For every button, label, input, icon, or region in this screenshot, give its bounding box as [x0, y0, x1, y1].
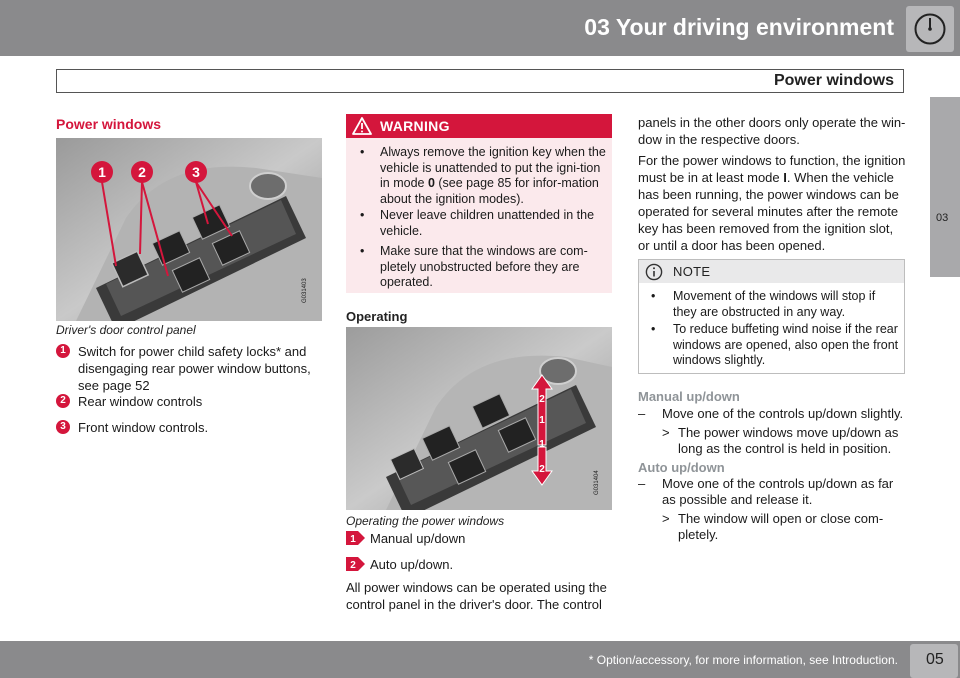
manual-step — [638, 406, 908, 422]
operating-caption: Operating the power windows — [346, 514, 505, 528]
footnote: * Option/accessory, for more information, see Introduction. — [588, 653, 898, 667]
bullet: • — [360, 145, 365, 159]
callout-marker-3 — [185, 161, 207, 183]
auto-result-text: The window will open or close com-pletely. — [678, 511, 884, 542]
callout-number-badge: 3 — [56, 420, 70, 434]
result-marker: > — [662, 425, 670, 440]
warning-item-1 — [360, 145, 606, 207]
svg-text:3: 3 — [192, 164, 200, 180]
manual-result-text: The power windows move up/down as long as the control is held in position. — [678, 425, 899, 456]
warning-header — [346, 114, 612, 138]
auto-step-text: Move one of the controls up/down as far as possible and release it. — [662, 476, 894, 507]
ignition-mode-0: 0 — [427, 176, 435, 190]
manual-step-text: Move one of the controls up/down slightly. — [662, 406, 904, 421]
bullet: • — [651, 289, 656, 303]
svg-text:2: 2 — [539, 464, 545, 475]
section-title: Power windows — [773, 72, 894, 89]
page-number: 05 — [926, 651, 944, 668]
svg-text:2: 2 — [350, 560, 356, 571]
arrow-marker-2-top — [539, 394, 545, 405]
callout-item-1 — [56, 343, 322, 394]
warning-item-2 — [360, 208, 606, 239]
header-icon-box — [906, 6, 954, 52]
callout-text: Front window controls. — [78, 420, 209, 435]
auto-heading: Auto up/down — [638, 460, 725, 475]
svg-text:1: 1 — [98, 164, 106, 180]
callout-item-2 — [56, 393, 322, 410]
callout-text: Rear window controls — [78, 394, 203, 409]
callout-marker-2 — [131, 161, 153, 183]
callout-marker-1 — [91, 161, 113, 183]
warning-text: Always remove the ignition key when the vehicle is unattended to put the igni-tion in mode — [380, 145, 606, 190]
power-windows-heading: Power windows — [56, 116, 162, 132]
note-item-1 — [651, 289, 899, 320]
warning-item-3 — [360, 244, 606, 291]
door-control-panel-photo — [56, 138, 322, 321]
warning-text: Make sure that the windows are com-pletely unobstructed before they are operated. — [380, 244, 588, 289]
arrow-number-icon — [346, 557, 366, 571]
bullet: • — [360, 244, 365, 258]
auto-step — [638, 476, 908, 508]
operating-item-text: Manual up/down — [370, 531, 466, 546]
operating-item-text: Auto up/down. — [370, 557, 454, 572]
chapter-side-tab-label: 03 — [936, 212, 949, 224]
ignition-mode-I: I — [783, 170, 787, 185]
chapter-side-tab — [930, 97, 960, 277]
note-text: Movement of the windows will stop if they are obstructed in any way. — [673, 289, 876, 319]
callout-number-badge: 1 — [56, 344, 70, 358]
photo-code-2: G031404 — [594, 470, 600, 495]
arrow-number-icon — [346, 531, 366, 545]
note-label: NOTE — [673, 264, 711, 279]
svg-text:1: 1 — [539, 415, 545, 426]
dash-marker: – — [638, 476, 646, 491]
operating-paragraph-continued: panels in the other doors only operate the win-dow in the respective doors. — [638, 115, 906, 147]
bullet: • — [360, 208, 365, 222]
note-header — [639, 260, 904, 283]
svg-text:2: 2 — [138, 164, 146, 180]
warning-triangle-icon — [352, 117, 372, 135]
svg-text:2: 2 — [539, 394, 545, 405]
svg-text:1: 1 — [350, 534, 356, 545]
speedometer-icon — [913, 12, 947, 46]
info-circle-icon — [645, 263, 663, 281]
note-text: To reduce buffeting wind noise if the rear windows are opened, also open the front windows slightly. — [673, 322, 899, 367]
operating-paragraph: All power windows can be operated using the control panel in the driver's door. The control — [346, 580, 607, 612]
warning-text: Never leave children unattended in the vehicle. — [380, 208, 595, 238]
note-item-2 — [651, 322, 899, 369]
arrow-marker-1-bottom — [539, 439, 545, 450]
arrow-marker-1-top — [539, 415, 545, 426]
section-title-box — [56, 69, 904, 93]
result-marker: > — [662, 511, 670, 526]
bullet: • — [651, 322, 656, 336]
auto-result — [662, 511, 908, 543]
manual-result — [662, 425, 908, 457]
svg-text:1: 1 — [539, 439, 545, 450]
callout-text: Switch for power child safety locks* and disengaging rear power window buttons, see page 52 — [78, 344, 311, 393]
callout-number-badge: 2 — [56, 394, 70, 408]
warning-text: (see page 85 for infor-mation about the ignition modes). — [380, 176, 599, 206]
warning-label: WARNING — [380, 118, 450, 134]
manual-heading: Manual up/down — [638, 389, 740, 404]
arrow-marker-2-bottom — [539, 464, 545, 475]
photo-code-1: G031403 — [302, 278, 308, 303]
chapter-title: 03 Your driving environment — [584, 14, 894, 40]
ignition-paragraph: For the power windows to function, the ignition must be in at least mode I. When the vehicle has been running, the power windows can be operated for several minutes after the remote key has been removed from the ignition slot, or until a door has been opened. — [638, 153, 906, 253]
dash-marker: – — [638, 406, 646, 421]
callout-item-3 — [56, 419, 322, 436]
note-box — [638, 259, 905, 374]
operating-heading: Operating — [346, 309, 408, 324]
operating-windows-photo — [346, 327, 612, 510]
warning-box — [346, 114, 612, 293]
door-panel-caption: Driver's door control panel — [56, 323, 196, 337]
